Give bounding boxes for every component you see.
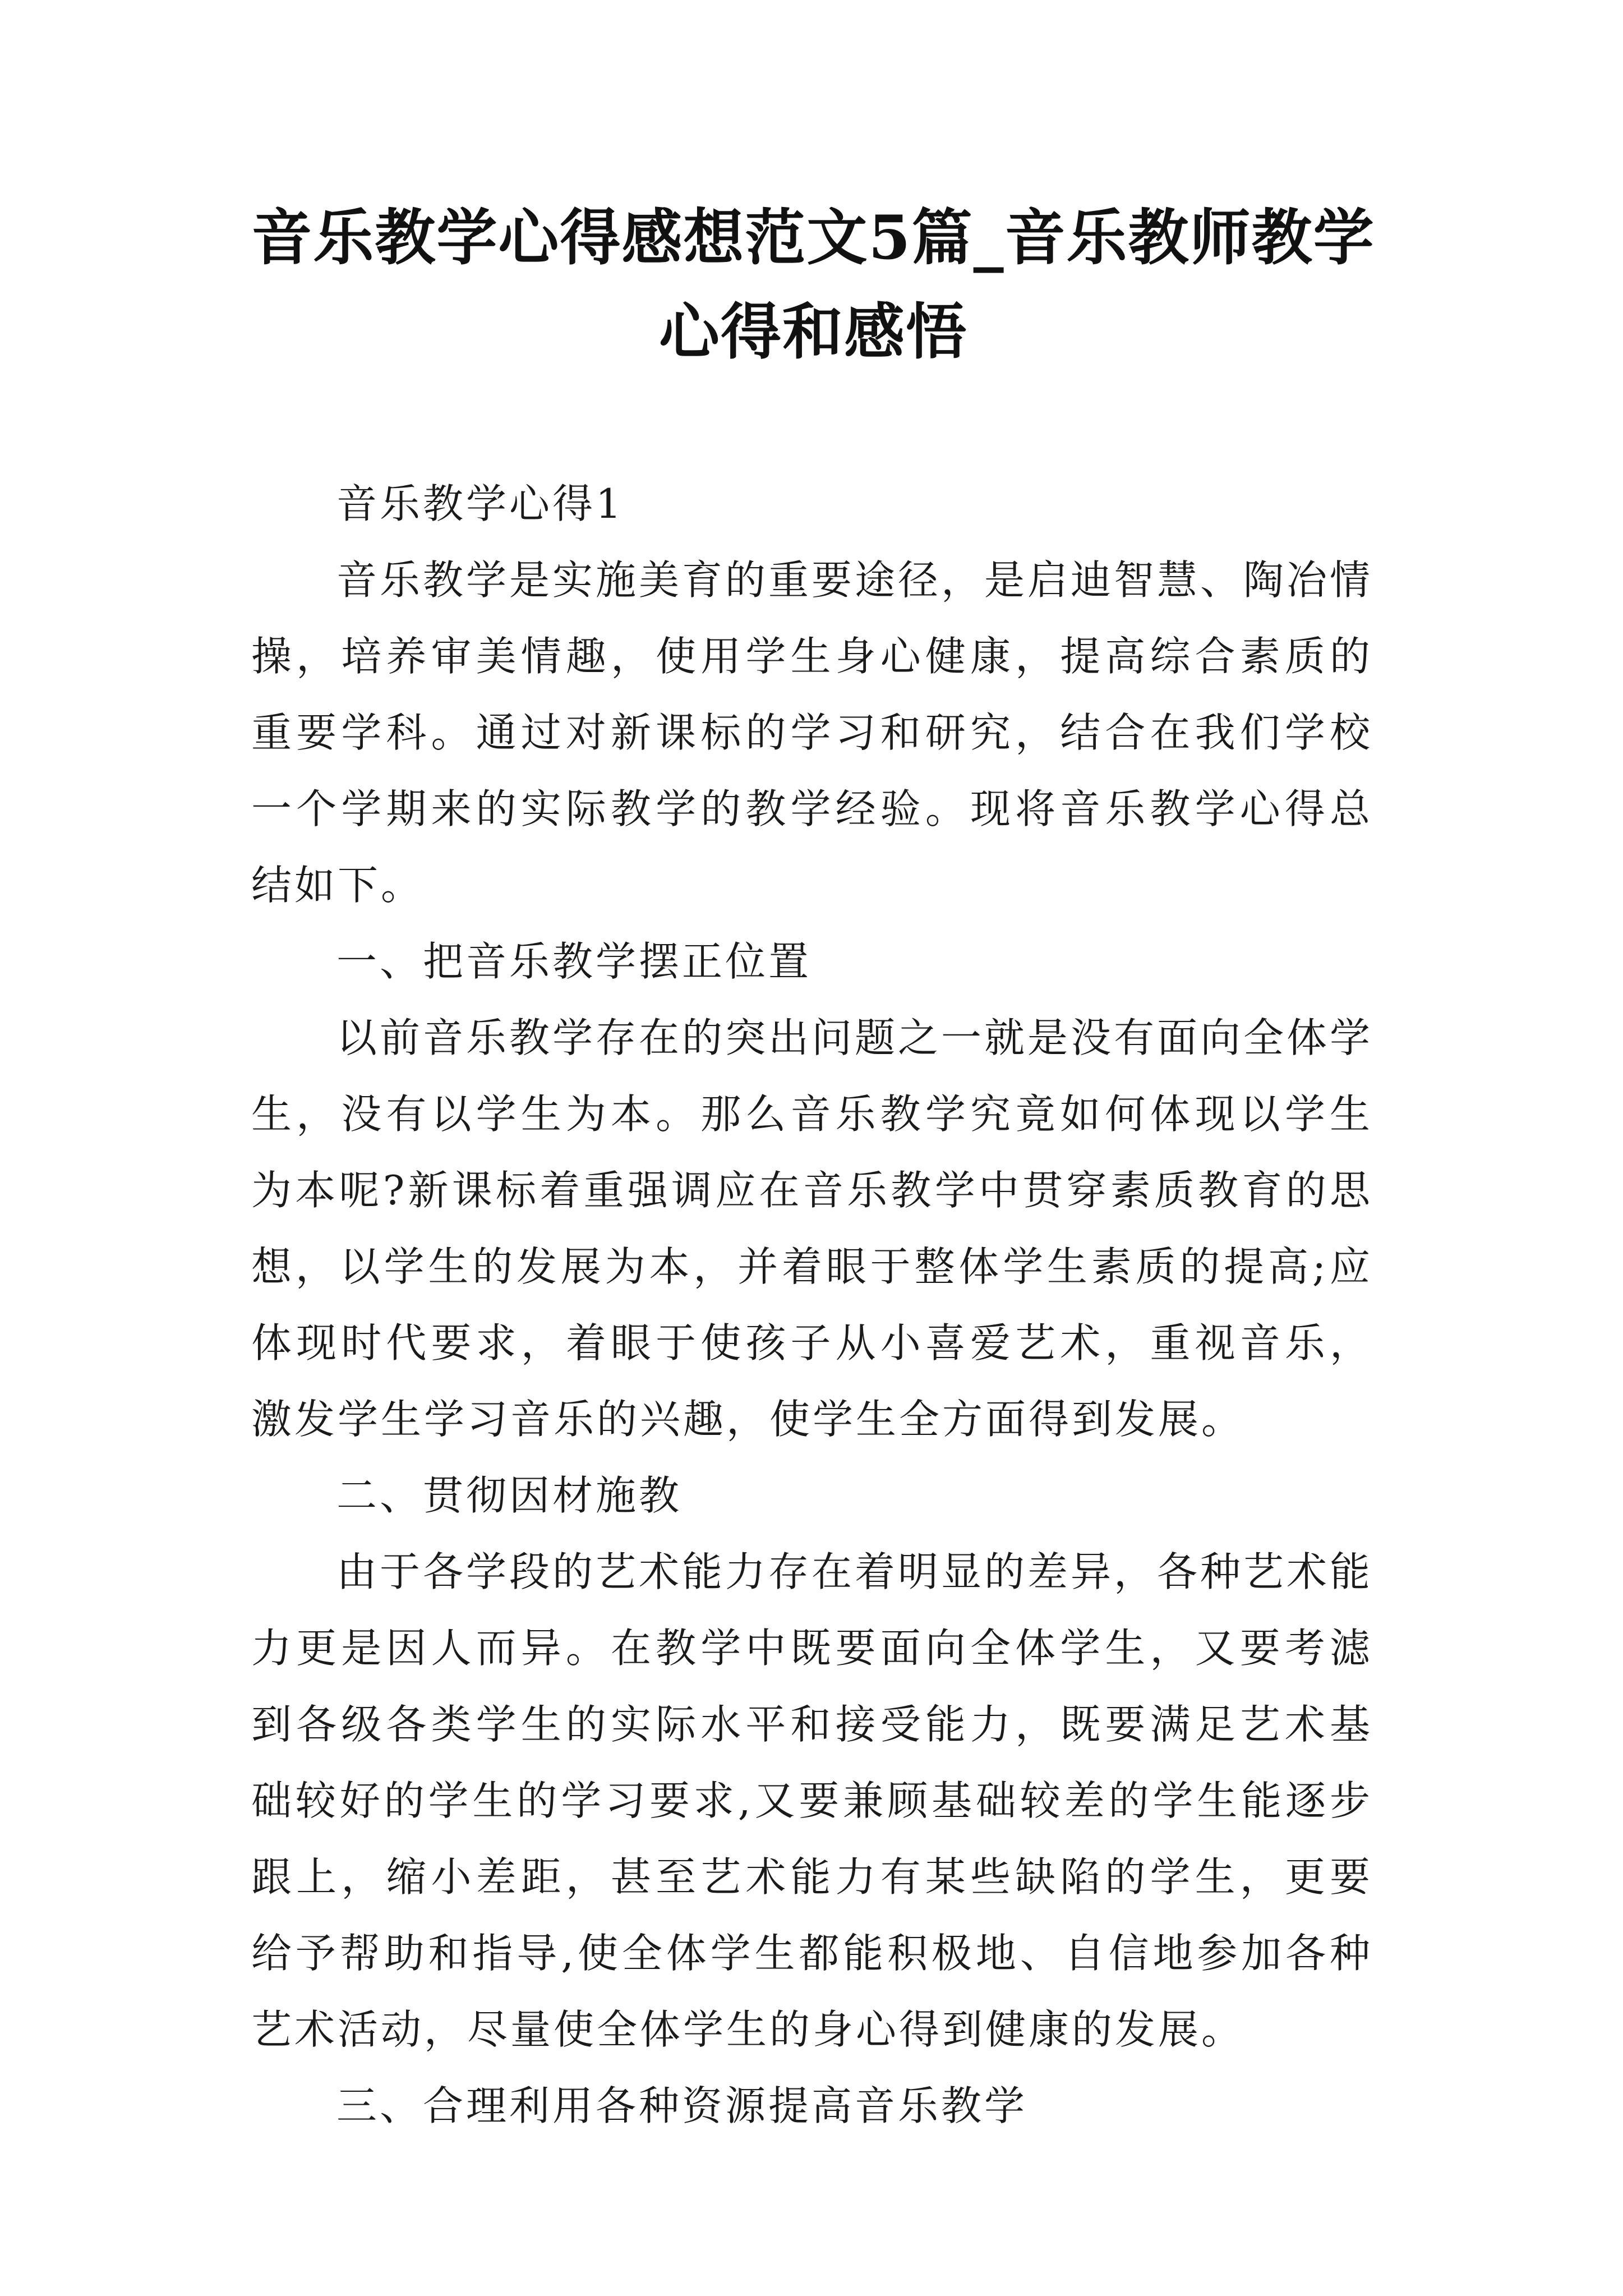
paragraph-1: 以前音乐教学存在的突出问题之一就是没有面向全体学生，没有以学生为本。那么音乐教学究竟如何体现以学生为本呢?新课标着重强调应在音乐教学中贯穿素质教育的思想，以学生的发展为本，并着眼于整体学生素质的提高;应体现时代要求，着眼于使孩子从小喜爱艺术，重视音乐，激发学生学习音乐的兴趣，使学生全方面得到发展。 xyxy=(251,1014,1373,1443)
section-heading-1: 音乐教学心得1 xyxy=(336,480,624,527)
document-title: 音乐教学心得感想范文5篇_音乐教师教学心得和感悟 xyxy=(251,203,1375,367)
document-body xyxy=(251,466,1373,2144)
paragraph-2: 由于各学段的艺术能力存在着明显的差异，各种艺术能力更是因人而异。在教学中既要面向全体学生，又要考滤到各级各类学生的实际水平和接受能力，既要满足艺术基础较好的学生的学习要求,又要兼顾基础较差的学生能逐步跟上，缩小差距，甚至艺术能力有某些缺陷的学生，更要给予帮助和指导,使全体学生都能积极地、自信地参加各种艺术活动，尽量使全体学生的身心得到健康的发展。 xyxy=(251,1548,1373,2053)
subheading-2: 二、贯彻因材施教 xyxy=(336,1472,683,1519)
subheading-3: 三、合理利用各种资源提高音乐教学 xyxy=(336,2082,1028,2129)
subheading-1: 一、把音乐教学摆正位置 xyxy=(336,938,812,985)
paragraph-intro: 音乐教学是实施美育的重要途径，是启迪智慧、陶冶情操，培养审美情趣，使用学生身心健康，提高综合素质的重要学科。通过对新课标的学习和研究，结合在我们学校一个学期来的实际教学的教学经验。现将音乐教学心得总结如下。 xyxy=(251,556,1373,909)
